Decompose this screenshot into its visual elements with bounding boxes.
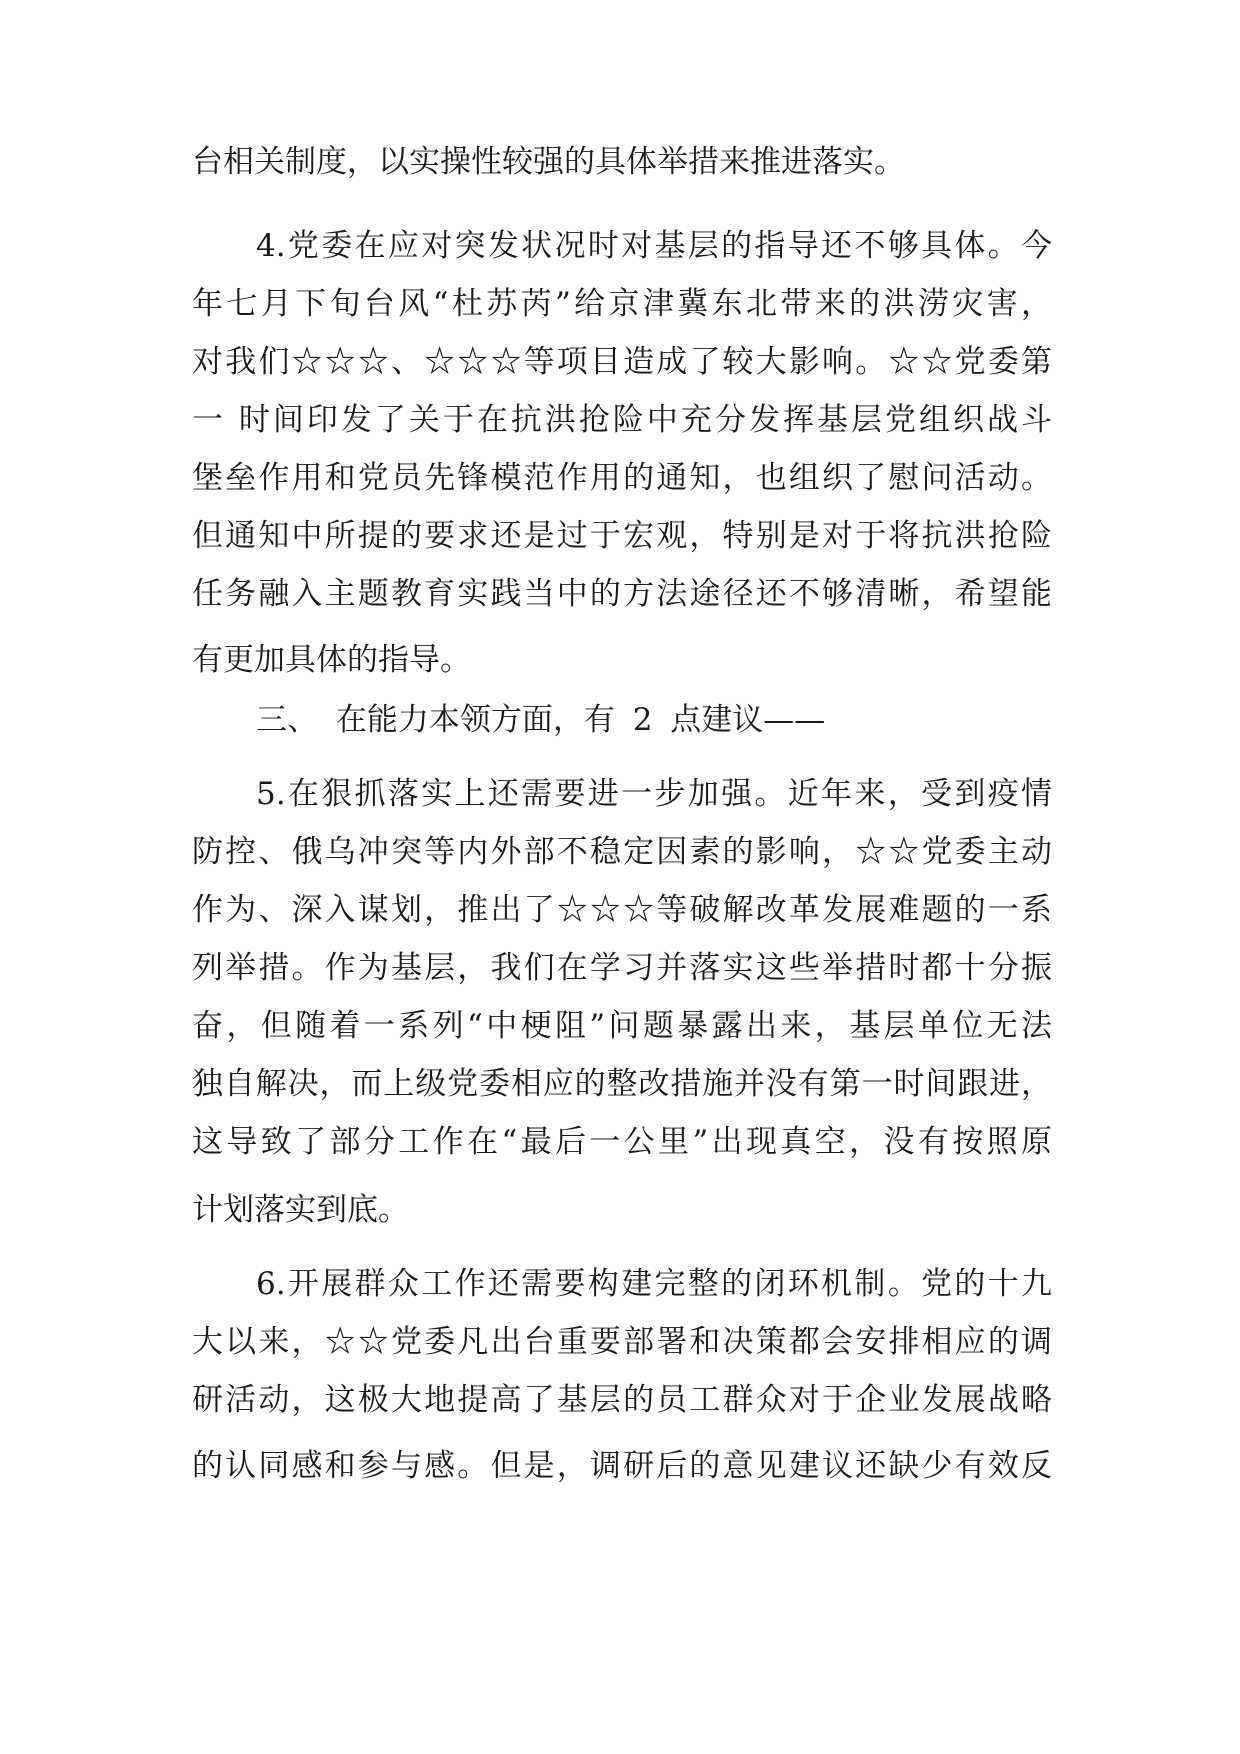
- paragraph-line: 计划落实到底。: [192, 1192, 409, 1228]
- paragraph-line: 大以来，☆☆党委凡出台重要部署和决策都会安排相应的调: [192, 1324, 1052, 1360]
- paragraph-line: 堡垒作用和党员先锋模范作用的通知，也组织了慰问活动。: [192, 460, 1052, 496]
- paragraph-line: 任务融入主题教育实践当中的方法途径还不够清晰，希望能: [192, 576, 1052, 612]
- paragraph-line: 防控、俄乌冲突等内外部不稳定因素的影响，☆☆党委主动: [192, 834, 1052, 870]
- paragraph-line: 的认同感和参与感。但是，调研后的意见建议还缺少有效反: [192, 1448, 1052, 1484]
- paragraph-line: 但通知中所提的要求还是过于宏观，特别是对于将抗洪抢险: [192, 518, 1052, 554]
- paragraph-line: 一 时间印发了关于在抗洪抢险中充分发挥基层党组织战斗: [192, 402, 1052, 438]
- paragraph-line: 年七月下旬台风“杜苏芮”给京津冀东北带来的洪涝灾害，: [192, 286, 1052, 322]
- paragraph-line: 对我们☆☆☆、☆☆☆等项目造成了较大影响。☆☆党委第: [192, 344, 1052, 380]
- paragraph-line: 列举措。作为基层，我们在学习并落实这些举措时都十分振: [192, 950, 1052, 986]
- paragraph-line: 5.在狠抓落实上还需要进一步加强。近年来，受到疫情: [256, 776, 1052, 812]
- paragraph-line: 这导致了部分工作在“最后一公里”出现真空，没有按照原: [192, 1124, 1052, 1160]
- paragraph-line: 4.党委在应对突发状况时对基层的指导还不够具体。今: [256, 228, 1052, 264]
- paragraph-line: 台相关制度，以实操性较强的具体举措来推进落实。: [192, 144, 905, 180]
- paragraph-line: 研活动，这极大地提高了基层的员工群众对于企业发展战略: [192, 1382, 1052, 1418]
- paragraph-line: 6.开展群众工作还需要构建完整的闭环机制。党的十九: [256, 1266, 1052, 1302]
- paragraph-line: 作为、深入谋划，推出了☆☆☆等破解改革发展难题的一系: [192, 892, 1052, 928]
- paragraph-line: 奋，但随着一系列“中梗阻”问题暴露出来，基层单位无法: [192, 1008, 1052, 1044]
- paragraph-line: 独自解决，而上级党委相应的整改措施并没有第一时间跟进，: [192, 1066, 1052, 1102]
- section-heading: 三、 在能力本领方面，有 2 点建议——: [256, 702, 826, 738]
- paragraph-line: 有更加具体的指导。: [192, 642, 471, 678]
